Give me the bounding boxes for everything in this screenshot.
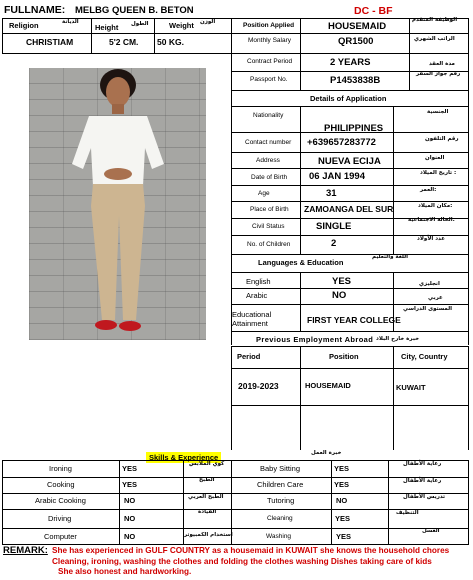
- employment-title-ar: خبرة خارج البلاد: [376, 336, 420, 342]
- arabic-value: NO: [332, 290, 347, 301]
- skill-baby-sitting-value: YES: [334, 464, 350, 473]
- nationality-ar: الجنسية: [427, 109, 449, 115]
- civil-status-ar: الحالة الاجتماعية:: [408, 217, 455, 223]
- employment-title: Previous Employment Abroad: [256, 335, 374, 344]
- skill-cooking-label: Cooking: [47, 480, 75, 489]
- skill-washing-value: YES: [336, 532, 352, 541]
- salary-value: QR1500: [338, 36, 374, 47]
- contact-label: Contact number: [245, 139, 292, 146]
- skill-driving-label: Driving: [48, 514, 72, 523]
- dob-label: Date of Birth: [251, 174, 288, 181]
- fullname-label: FULLNAME:: [4, 4, 66, 16]
- passport-value: P1453838B: [330, 75, 381, 86]
- position-header: Position: [329, 352, 359, 361]
- weight-value: 50 KG.: [157, 37, 184, 47]
- skill-ironing-value: YES: [122, 464, 138, 473]
- applicant-figure: [29, 68, 206, 340]
- remark-label: REMARK:: [3, 545, 48, 556]
- remark-line-2: Cleaning, ironing, washing the clothes and folding the clothes washing Dishes taking care of kids: [52, 556, 432, 566]
- religion-label: Religion: [9, 21, 39, 30]
- contact-value: +639657283772: [307, 137, 376, 148]
- nationality-value: PHILIPPINES: [324, 123, 384, 134]
- nationality-label: Nationality: [253, 112, 284, 119]
- education-label-2: Attainment: [232, 319, 268, 328]
- employment-position: HOUSEMAID: [305, 381, 351, 390]
- country-header: City, Country: [401, 352, 448, 361]
- remark-line-1: She has experienced in GULF COUNTRY as a housemaid in KUWAIT she knows the household chores: [52, 546, 450, 555]
- civil-status-value: SINGLE: [316, 221, 352, 232]
- contact-ar: رقم التلفون: [425, 136, 459, 142]
- details-title: Details of Application: [310, 94, 387, 103]
- religion-value: CHRISTIAM: [26, 37, 74, 47]
- skill-washing-ar: الغسل: [422, 528, 440, 534]
- height-label: Height: [95, 23, 119, 32]
- skill-children-care-value: YES: [334, 480, 350, 489]
- contract-value: 2 YEARS: [330, 57, 371, 68]
- skill-tutoring-value: NO: [336, 496, 348, 505]
- civil-status-label: Civil Status: [252, 223, 285, 230]
- height-ar: الطول: [131, 21, 149, 27]
- religion-ar: الديانة: [62, 19, 79, 25]
- skill-computer-ar: استخدام الكمبيوتر: [184, 532, 233, 538]
- skill-children-care-ar: رعاية الأطفال: [403, 478, 442, 484]
- address-ar: العنوان: [425, 155, 445, 161]
- skill-cleaning-label: Cleaning: [267, 515, 293, 522]
- employment-country: KUWAIT: [396, 383, 426, 392]
- age-label: Age: [258, 190, 270, 197]
- period-header: Period: [237, 352, 261, 361]
- skill-computer-label: Computer: [44, 532, 77, 541]
- english-ar: انجليزي: [419, 281, 440, 287]
- pob-ar: مكان الميلاد:: [418, 203, 453, 209]
- age-ar: العمر:: [420, 187, 437, 193]
- english-label: English: [246, 277, 271, 286]
- weight-ar: الوزن: [200, 19, 216, 25]
- height-value: 5'2 CM.: [109, 37, 139, 47]
- skill-arabic-cooking-value: NO: [124, 496, 136, 505]
- pob-value: ZAMOANGA DEL SUR: [304, 204, 394, 214]
- skill-cleaning-ar: التنظيف: [396, 510, 419, 516]
- english-value: YES: [332, 276, 352, 287]
- skill-cooking-value: YES: [122, 480, 138, 489]
- reference-code: DC - BF: [354, 5, 393, 17]
- fullname-value: MELBG QUEEN B. BETON: [75, 5, 194, 16]
- remark-text: [52, 546, 470, 578]
- skill-washing-label: Washing: [266, 533, 292, 540]
- skill-children-care-label: Children Care: [257, 480, 304, 489]
- arabic-label: Arabic: [246, 291, 268, 300]
- skill-arabic-cooking-ar: الطبخ العربي: [188, 494, 224, 500]
- education-title-ar: اللغة والتعليم: [372, 254, 409, 260]
- weight-label: Weight: [169, 21, 194, 30]
- contract-ar: مدة العقد: [429, 61, 455, 67]
- skill-tutoring-ar: تدريس الأطفال: [403, 494, 446, 500]
- skills-title: Skills & Experience: [146, 452, 221, 463]
- skill-computer-value: NO: [124, 532, 136, 541]
- arabic-ar: عربي: [428, 295, 443, 301]
- address-label: Address: [256, 157, 280, 164]
- education-ar: المستوى الدراسي: [403, 306, 453, 312]
- applicant-photo: [29, 68, 206, 340]
- children-value: 2: [331, 238, 337, 249]
- contract-label: Contract Period: [247, 58, 293, 65]
- skill-baby-sitting-label: Baby Sitting: [260, 464, 301, 473]
- address-value: NUEVA ECIJA: [318, 156, 381, 167]
- education-label-1: Educational: [232, 310, 272, 319]
- position-value: HOUSEMAID: [328, 21, 387, 32]
- pob-label: Place of Birth: [250, 206, 289, 213]
- dob-ar: تاريخ الميلاد :: [420, 170, 457, 176]
- skill-cleaning-value: YES: [335, 514, 351, 523]
- skill-ironing-label: Ironing: [49, 464, 72, 473]
- passport-ar: رقم جواز السفر: [416, 71, 461, 77]
- position-ar: الوظيفة المتقدم: [412, 17, 458, 23]
- skill-driving-ar: القيادة: [198, 509, 217, 515]
- skill-baby-sitting-ar: رعاية الأطفال: [403, 461, 442, 467]
- remark-line-3: She also honest and hardworking.: [58, 567, 192, 576]
- skill-ironing-ar: كوي الملابس: [189, 461, 225, 467]
- salary-ar: الراتب الشهري: [414, 36, 455, 42]
- skill-cooking-ar: الطبخ: [199, 477, 215, 483]
- passport-label: Passport No.: [250, 76, 288, 83]
- dob-value: 06 JAN 1994: [309, 171, 365, 182]
- age-value: 31: [326, 188, 337, 199]
- skills-title-ar: خبرة العمل: [311, 450, 342, 456]
- children-ar: عدد الأولاد: [417, 236, 445, 242]
- skill-tutoring-label: Tutoring: [267, 496, 295, 505]
- children-label: No. of Children: [247, 241, 291, 248]
- skill-arabic-cooking-label: Arabic Cooking: [35, 496, 86, 505]
- education-value: FIRST YEAR COLLEGE: [307, 315, 401, 325]
- education-title: Languages & Education: [258, 258, 344, 267]
- skill-driving-value: NO: [124, 514, 136, 523]
- employment-period: 2019-2023: [238, 381, 279, 391]
- position-label: Position Applied: [243, 22, 295, 29]
- salary-label: Monthly Salary: [248, 37, 291, 44]
